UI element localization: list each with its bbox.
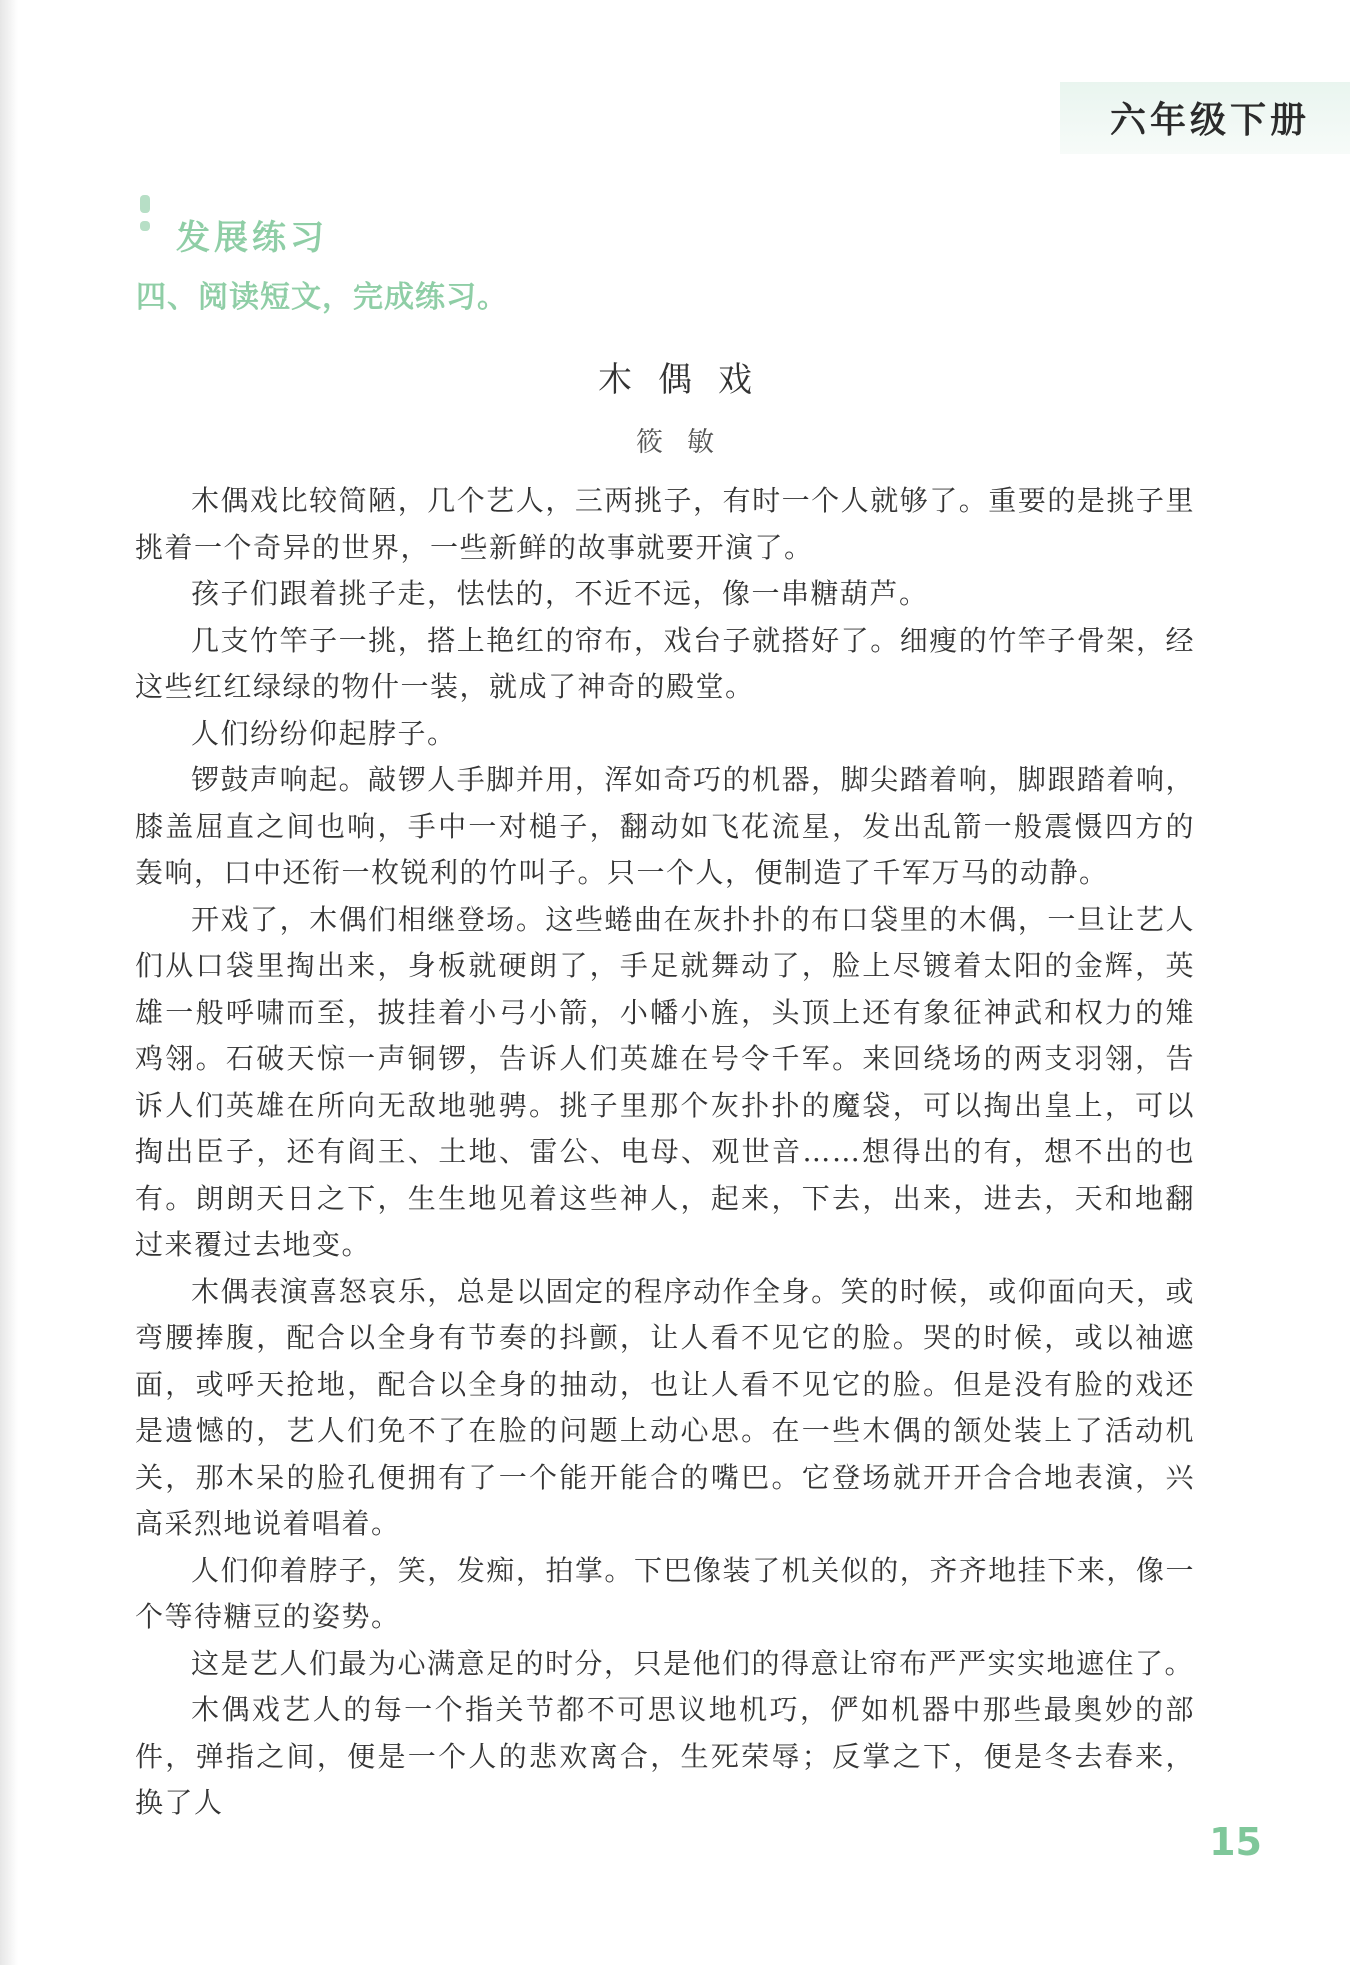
paragraph: 这是艺人们最为心满意足的时分，只是他们的得意让帘布严严实实地遮住了。 (191, 1646, 1195, 1680)
paragraph: 木偶戏比较简陋，几个艺人，三两挑子，有时一个人就够了。重要的是挑子里挑着一个奇异的世界，一些新鲜的故事就要开演了。 (135, 484, 1195, 564)
grade-label: 六年级下册 (1109, 100, 1310, 141)
paragraph: 锣鼓声响起。敲锣人手脚并用，浑如奇巧的机器，脚尖踏着响，脚跟踏着响，膝盖屈直之间也响，手中一对槌子，翻动如飞花流星，发出乱箭一般震慑四方的轰响，口中还衔一枚锐利的竹叫子。只一个人，便制造了千军万马的动静。 (135, 763, 1195, 889)
page-number: 15 (1209, 1820, 1262, 1864)
paragraph: 木偶戏艺人的每一个指关节都不可思议地机巧，俨如机器中那些最奥妙的部件，弹指之间，便是一个人的悲欢离合，生死荣辱；反掌之下，便是冬去春来，换了人 (135, 1693, 1195, 1819)
paragraph: 孩子们跟着挑子走，怯怯的，不近不远，像一串糖葫芦。 (191, 577, 929, 610)
article-author: 筱敏 (636, 427, 738, 458)
paragraph: 木偶表演喜怒哀乐，总是以固定的程序动作全身。笑的时候，或仰面向天，或弯腰捧腹，配合以全身有节奏的抖颤，让人看不见它的脸。哭的时候，或以袖遮面，或呼天抢地，配合以全身的抽动，也让人看不见它的脸。但是没有脸的戏还是遗憾的，艺人们免不了在脸的问题上动心思。在一些木偶的颔处装上了活动机关，那木呆的脸孔便拥有了一个能开能合的嘴巴。它登场就开开合合地表演，兴高采烈地说着唱着。 (135, 1274, 1195, 1540)
section-marker-icon (140, 195, 154, 239)
article-body (135, 478, 1195, 1827)
paragraph: 人们仰着脖子，笑，发痴，拍掌。下巴像装了机关似的，齐齐地挂下来，像一个等待糖豆的姿势。 (135, 1553, 1195, 1633)
paragraph: 人们纷纷仰起脖子。 (191, 716, 457, 750)
paragraph: 几支竹竿子一挑，搭上艳红的帘布，戏台子就搭好了。细瘦的竹竿子骨架，经这些红红绿绿的物什一装，就成了神奇的殿堂。 (135, 623, 1195, 703)
article-title: 木偶戏 (598, 360, 778, 400)
paragraph: 开戏了，木偶们相继登场。这些蜷曲在灰扑扑的布口袋里的木偶，一旦让艺人们从口袋里掏出来，身板就硬朗了，手足就舞动了，脸上尽镀着太阳的金辉，英雄一般呼啸而至，披挂着小弓小箭，小幡小旌，头顶上还有象征神武和权力的雉鸡翎。石破天惊一声铜锣，告诉人们英雄在号令千军。来回绕场的两支羽翎，告诉人们英雄在所向无敌地驰骋。挑子里那个灰扑扑的魔袋，可以掏出皇上，可以掏出臣子，还有阎王、土地、雷公、电母、观世音……想得出的有，想不出的也有。朗朗天日之下，生生地见着这些神人，起来，下去，出来，进去，天和地翻过来覆过去地变。 (135, 902, 1195, 1261)
exercise-heading: 四、阅读短文，完成练习。 (136, 280, 508, 315)
section-title: 发展练习 (176, 218, 328, 258)
page-binding-shadow (0, 0, 18, 1965)
